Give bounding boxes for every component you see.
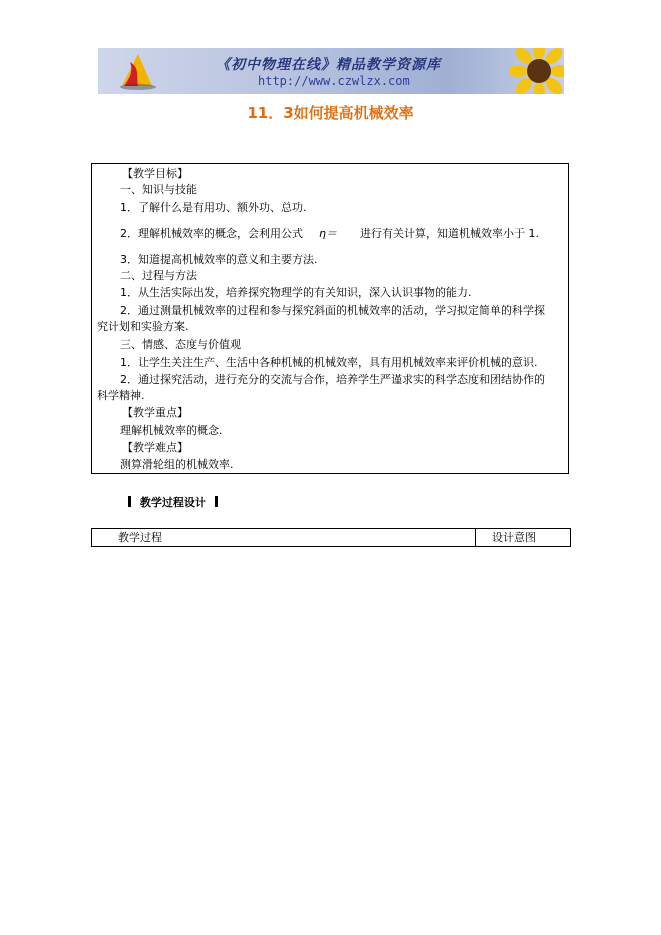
key-point-heading: 【教学重点】 (122, 406, 188, 419)
sunflower-icon (510, 48, 564, 94)
section-attitude: 三、情感、态度与价值观 (120, 338, 241, 351)
objective-item: 2．理解机械效率的概念，会利用公式 (120, 227, 303, 240)
formula-eta: η＝ (319, 227, 337, 240)
objective-item: 进行有关计算，知道机械效率小于 1. (360, 227, 539, 240)
logo-icon (116, 52, 160, 90)
process-heading-text: 教学过程设计 (139, 496, 206, 509)
column-header-intent: 设计意图 (492, 531, 536, 544)
column-header-process: 教学过程 (92, 529, 476, 546)
process-heading (128, 494, 218, 510)
objective-item-cont: 究计划和实验方案. (97, 320, 189, 333)
section-process: 二、过程与方法 (120, 269, 197, 282)
difficulty-text: 测算滑轮组的机械效率. (120, 458, 234, 471)
objective-item: 3．知道提高机械效率的意义和主要方法. (120, 253, 318, 266)
page-title: 11．3如何提高机械效率 (247, 104, 414, 122)
bar-right-icon (215, 496, 218, 507)
banner-url: http://www.czwlzx.com (258, 74, 410, 88)
bar-left-icon (128, 496, 131, 507)
banner-title: 《初中物理在线》精品教学资源库 (216, 57, 441, 73)
section-knowledge: 一、知识与技能 (120, 183, 197, 196)
objective-item: 1．让学生关注生产、生活中各种机械的机械效率，具有用机械效率来评价机械的意识. (120, 356, 538, 369)
objective-item-cont: 科学精神. (97, 389, 145, 402)
difficulty-heading: 【教学难点】 (122, 441, 188, 454)
objective-item: 1．了解什么是有用功、额外功、总功. (120, 201, 307, 214)
header-banner (98, 48, 564, 94)
key-point-text: 理解机械效率的概念. (120, 424, 223, 437)
objective-item: 2．通过探究活动，进行充分的交流与合作，培养学生严谨求实的科学态度和团结协作的 (120, 373, 545, 386)
process-table (91, 528, 571, 547)
objective-item: 2．通过测量机械效率的过程和参与探究斜面的机械效率的活动，学习拟定简单的科学探 (120, 304, 545, 317)
objectives-heading: 【教学目标】 (122, 167, 188, 180)
objective-item: 1．从生活实际出发，培养探究物理学的有关知识，深入认识事物的能力. (120, 286, 472, 299)
